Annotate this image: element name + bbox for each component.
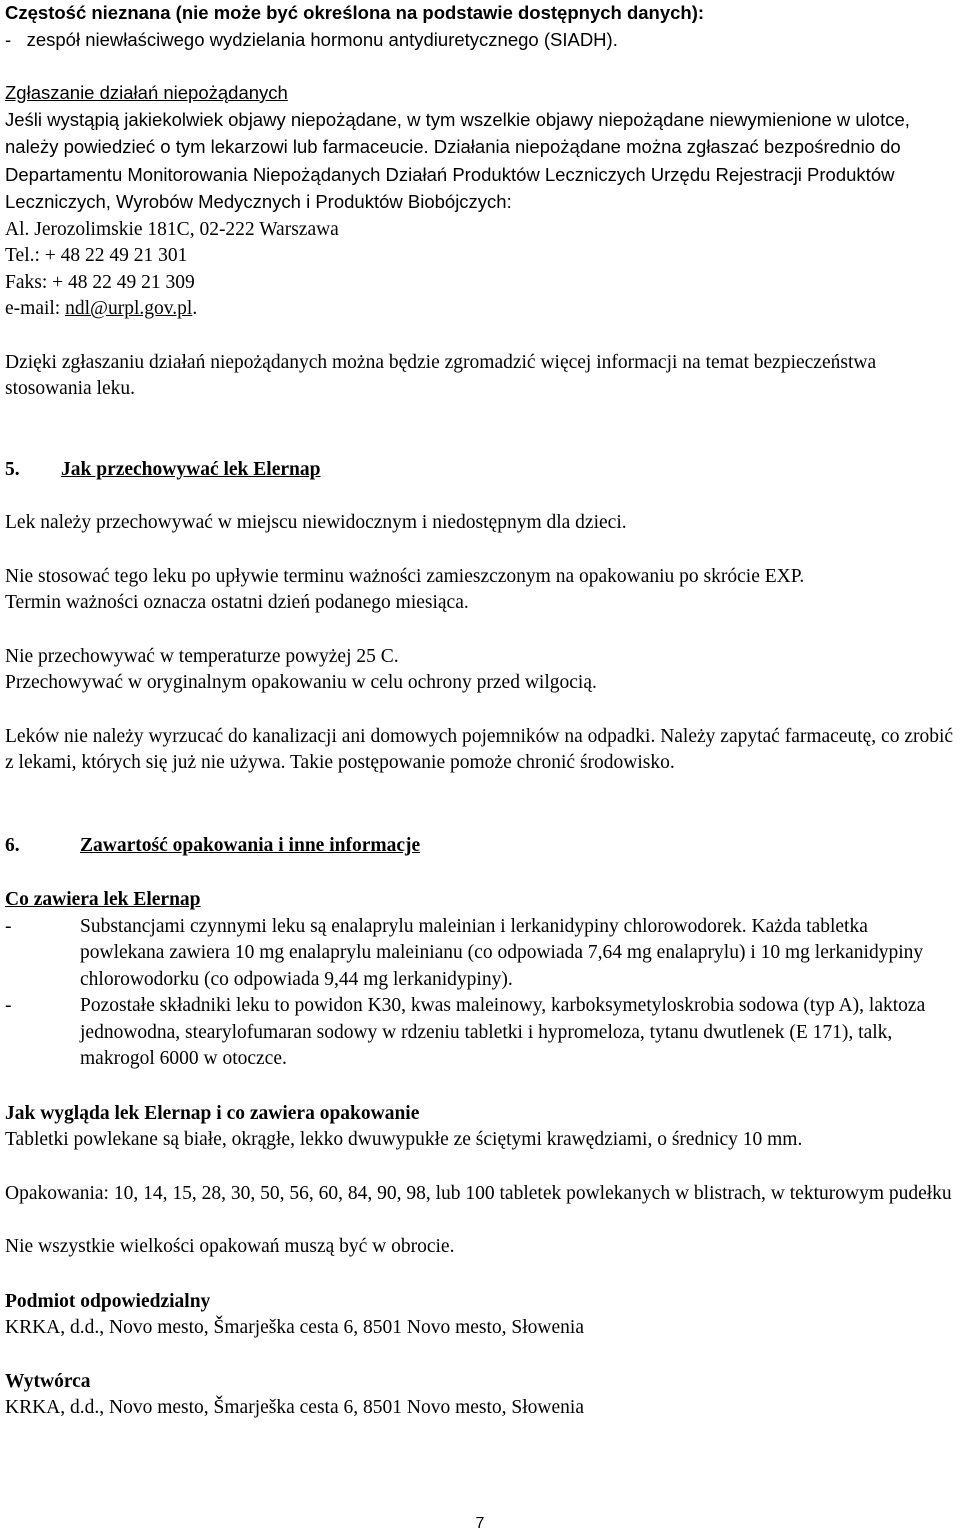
list-dash: - (5, 995, 12, 1016)
reporting-closing: Dzięki zgłaszaniu działań niepożądanych można będzie zgromadzić więcej informacji na temat bezpieczeństwa stosowania leku. (5, 351, 877, 399)
leaflet-page (5, 0, 957, 1422)
email-label: e-mail: (5, 298, 66, 319)
section5-heading (5, 457, 957, 484)
frequency-heading: Częstość nieznana (nie może być określona na podstawie dostępnych danych): (5, 2, 705, 23)
section5-title: Jak przechowywać lek Elernap (61, 458, 321, 480)
section6-title: Zawartość opakowania i inne informacje (80, 834, 421, 856)
packs-text: Opakowania: 10, 14, 15, 28, 30, 50, 56, 60, 84, 90, 98, lub 100 tabletek powlekanych w blistrach, w tekturowym pudełku (5, 1182, 952, 1204)
section5-p1: Lek należy przechowywać w miejscu niewidocznym i niedostępnym dla dzieci. (5, 512, 627, 533)
manufacturer-heading: Wytwórca (5, 1370, 91, 1392)
reporting-paragraph (5, 107, 957, 217)
ingredients-item-other (5, 993, 957, 1073)
section5-p3-line1: Nie przechowywać w temperaturze powyżej 25 C. (5, 645, 399, 667)
mah-heading: Podmiot odpowiedzialny (5, 1290, 211, 1312)
section5-number: 5. (5, 458, 20, 480)
reporting-email-line (5, 296, 957, 323)
siadh-item: - zespół niewłaściwego wydzielania hormonu antydiuretycznego (SIADH). (5, 28, 618, 50)
manufacturer-text: KRKA, d.d., Novo mesto, Šmarješka cesta 6, 8501 Novo mesto, Słowenia (5, 1397, 584, 1418)
other-ingredients-text: Pozostałe składniki leku to powidon K30, kwas maleinowy, karboksymetyloskrobia sodowa (typ A), laktoza jednowodna, stearylofumaran sodowy w rdzeniu tabletki i hypromeloza, tytanu dwutlenek (E 171), talk, makrogol 6000 w otoczce. (80, 995, 926, 1069)
email-suffix: . (192, 298, 198, 319)
mah-text: KRKA, d.d., Novo mesto, Šmarješka cesta 6, 8501 Novo mesto, Słowenia (5, 1317, 584, 1338)
section5-p4: Leków nie należy wyrzucać do kanalizacji ani domowych pojemników na odpadki. Należy zapytać farmaceutę, co zrobić z lekami, których się już nie używa. Takie postępowanie pomoże chronić środowisko. (5, 725, 954, 773)
contents-heading: Co zawiera lek Elernap (5, 889, 201, 910)
section6-heading (5, 833, 957, 860)
packs-note: Nie wszystkie wielkości opakowań muszą być w obrocie. (5, 1236, 455, 1257)
section6-number: 6. (5, 834, 20, 856)
reporting-para-part2: Działania niepożądane można zgłaszać bezpośrednio do Departamentu Monitorowania Niepożądanych Działań Produktów Leczniczych Urzędu Rejestracji Produktów Leczniczych, Wyrobów Medycznych i Produktów Biobójczych: (5, 136, 901, 212)
active-ingredients-text: Substancjami czynnymi leku są enalaprylu maleinian i lerkanidypiny chlorowodorek. Każda tabletka powlekana zawiera 10 mg enalaprylu maleinianu (co odpowiada 7,64 mg enalaprylu) i 10 mg lerkanidypiny chlorowodorku (co odpowiada 9,44 mg lerkanidypiny). (80, 915, 924, 990)
ingredients-item-active (5, 914, 957, 994)
page-number: 7 (475, 1515, 485, 1532)
section5-p3-line2: Przechowywać w oryginalnym opakowaniu w celu ochrony przed wilgocią. (5, 672, 597, 693)
appearance-text: Tabletki powlekane są białe, okrągłe, lekko dwuwypukłe ze ściętymi krawędziami, o średnicy 10 mm. (5, 1129, 803, 1150)
reporting-fax: Faks: + 48 22 49 21 309 (5, 271, 195, 293)
section5-p2-line1: Nie stosować tego leku po upływie terminu ważności zamieszczonym na opakowaniu po skrócie EXP. (5, 565, 805, 587)
appearance-heading: Jak wygląda lek Elernap i co zawiera opakowanie (5, 1102, 420, 1124)
section5-p2-line2: Termin ważności oznacza ostatni dzień podanego miesiąca. (5, 592, 469, 613)
reporting-tel: Tel.: + 48 22 49 21 301 (5, 245, 188, 266)
reporting-address: Al. Jerozolimskie 181C, 02-222 Warszawa (5, 218, 339, 240)
reporting-heading: Zgłaszanie działań niepożądanych (5, 82, 288, 103)
email-link[interactable]: ndl@urpl.gov.pl (65, 298, 193, 319)
list-dash: - (5, 915, 12, 937)
reporting-para-part1: Jeśli wystąpią jakiekolwiek objawy niepożądane, w tym wszelkie objawy niepożądane niewymienione w ulotce, należy powiedzieć o tym lekarzowi lub farmaceucie. (5, 108, 910, 157)
